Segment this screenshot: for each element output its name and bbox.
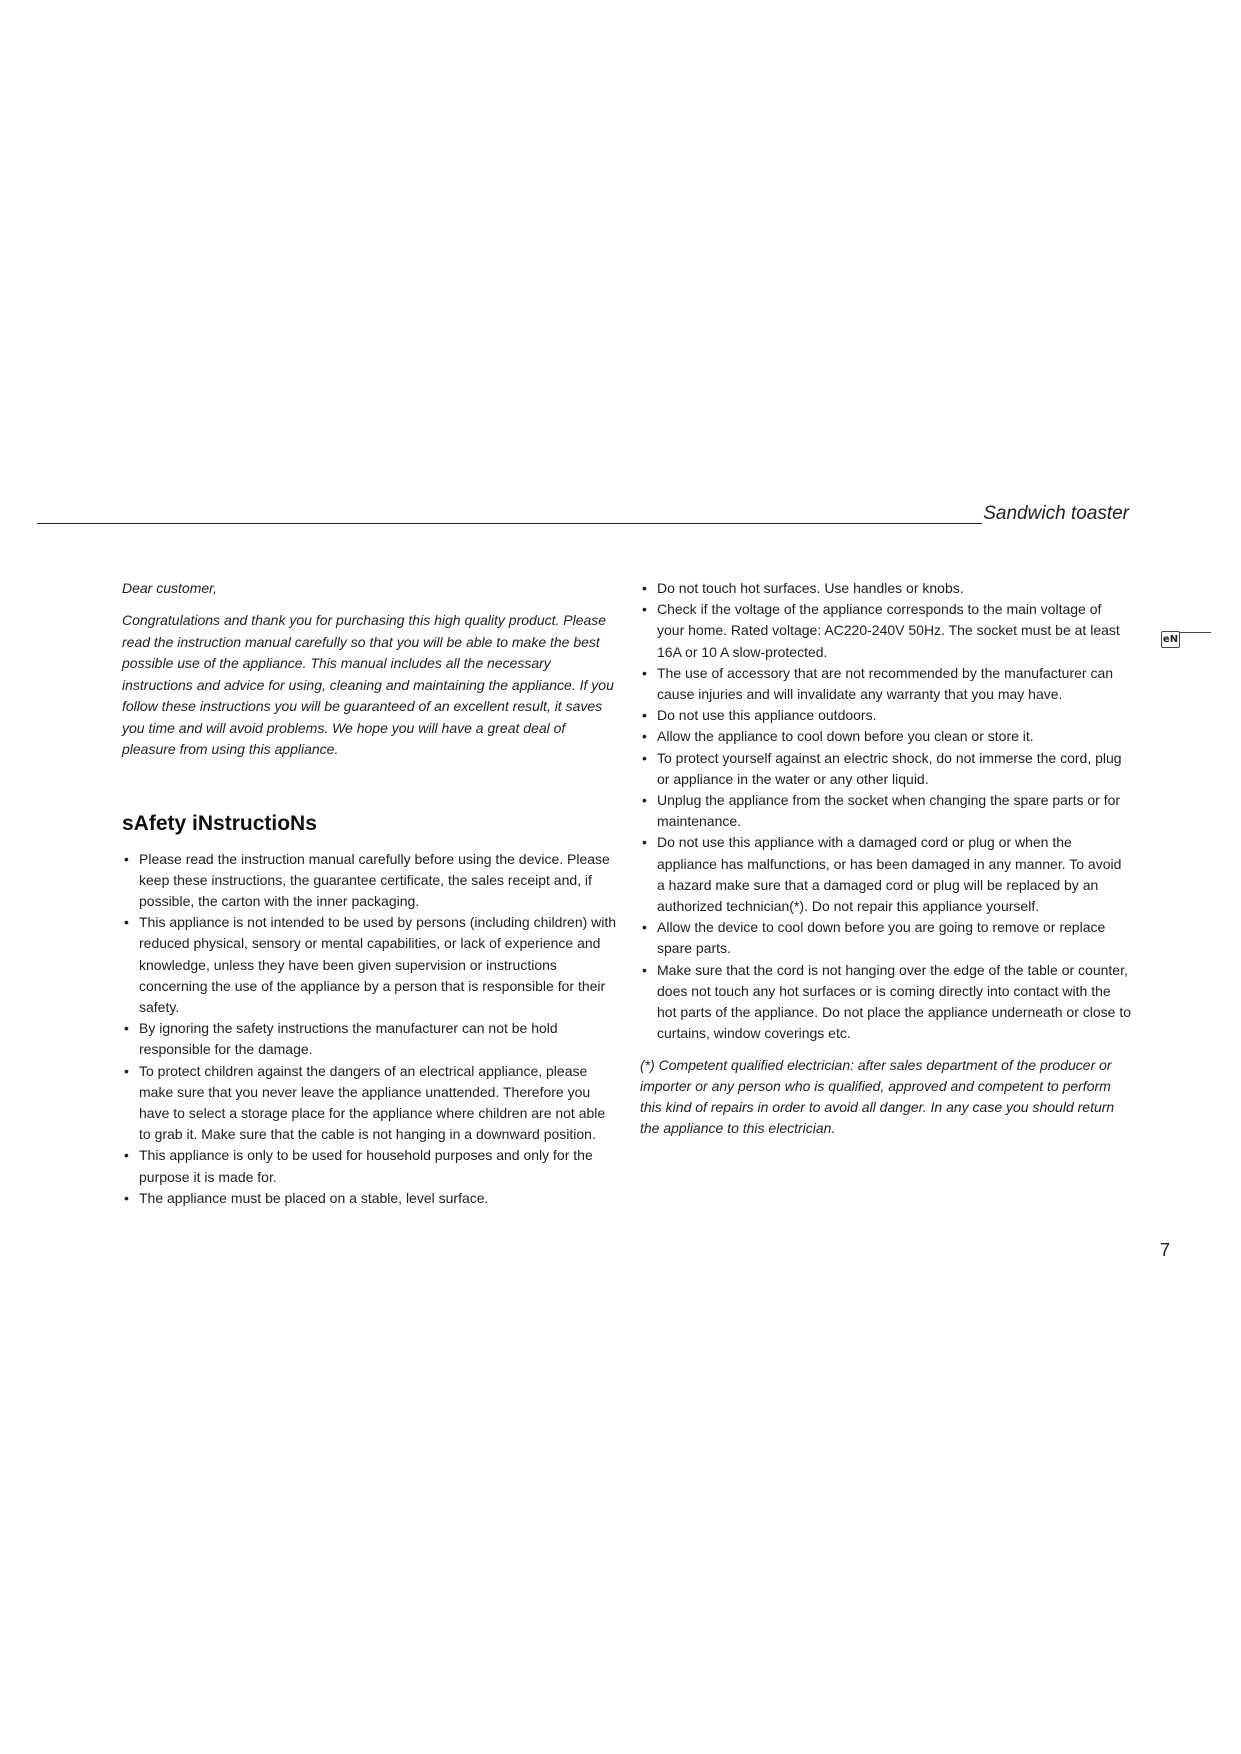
list-item-text: Do not use this appliance outdoors. (657, 707, 877, 724)
bullet-icon: • (642, 580, 647, 596)
list-item-text: Please read the instruction manual carefully before using the device. Please keep these instructions, the guarantee certificate, the sales receipt and, if possible, the carton with the inner packaging. (139, 850, 610, 909)
list-item (122, 1145, 617, 1187)
list-item (640, 960, 1132, 1045)
language-badge: eN (1161, 631, 1180, 648)
list-item (640, 705, 1132, 726)
footnote: (*) Competent qualified electrician: after sales department of the producer or importer or any person who is qualified, approved and competent to perform this kind of repairs in order to avoid all danger. In any case you should return the appliance to this electrician. (640, 1057, 1115, 1137)
list-item (640, 748, 1132, 790)
list-item (122, 849, 617, 913)
bullet-icon: • (642, 834, 647, 851)
list-item-text: To protect yourself against an electric shock, do not immerse the cord, plug or appliance in the water or any other liquid. (657, 749, 1122, 787)
safety-list-right (640, 578, 1132, 1044)
intro-paragraph: Congratulations and thank you for purchasing this high quality product. Please read the instruction manual carefully so that you will be able to make the best possible use of the appliance. This manual includes all the necessary instructions and advice for using, cleaning and maintaining the appliance. If you follow these instructions you will be guaranteed of an excellent result, it saves you time and will avoid problems. We hope you will have a great deal of pleasure from using this appliance. (122, 612, 614, 757)
list-item-text: Check if the voltage of the appliance corresponds to the main voltage of your home. Rated voltage: AC220-240V 50Hz. The socket must be at least 16A or 10 A slow-protected. (657, 601, 1120, 660)
bullet-icon: • (124, 1062, 129, 1079)
list-item (640, 599, 1132, 663)
bullet-icon: • (642, 728, 647, 745)
bullet-icon: • (642, 919, 647, 936)
list-item-text: This appliance is only to be used for household purposes and only for the purpose it is made for. (139, 1147, 593, 1185)
list-item-text: The use of accessory that are not recommended by the manufacturer can cause injuries and will invalidate any warranty that you may have. (657, 664, 1114, 703)
bullet-icon: • (642, 601, 647, 618)
bullet-icon: • (124, 850, 129, 867)
bullet-icon: • (642, 961, 647, 978)
page-header-title: Sandwich toaster (983, 503, 1129, 524)
language-tab-line (1179, 632, 1211, 633)
bullet-icon: • (642, 792, 647, 809)
list-item-text: Do not touch hot surfaces. Use handles or knobs. (657, 580, 964, 596)
list-item-text: Allow the device to cool down before you are going to remove or replace spare parts. (657, 919, 1106, 957)
bullet-icon: • (642, 664, 647, 681)
header-rule (37, 523, 982, 524)
list-item-text: Do not use this appliance with a damaged cord or plug or when the appliance has malfunctions, or has been damaged in any manner. To avoid a hazard make sure that a damaged cord or plug will be replaced by an authorized technician(*). Do not repair this appliance yourself. (657, 834, 1122, 915)
bullet-icon: • (124, 1189, 129, 1206)
list-item (122, 1018, 617, 1060)
section-title: sAfety iNstructioNs (122, 811, 317, 835)
list-item-text: Make sure that the cord is not hanging over the edge of the table or counter, does not touch any hot surfaces or is coming directly into contact with the hot parts of the appliance. Do not place the appliance underneath or close to curtains, window coverings etc. (657, 961, 1131, 1042)
list-item (640, 578, 1132, 599)
list-item-text: To protect children against the dangers of an electrical appliance, please make sure that you never leave the appliance unattended. Therefore you have to select a storage place for the appliance where children are not able to grab it. Make sure that the cable is not hanging in a downward position. (139, 1062, 606, 1143)
intro-section (122, 578, 617, 761)
list-item (122, 1188, 617, 1209)
safety-list-left (122, 849, 617, 1209)
list-item-text: Allow the appliance to cool down before you clean or store it. (657, 728, 1034, 745)
page-number: 7 (1160, 1240, 1171, 1260)
list-item (640, 832, 1132, 917)
language-tab (1161, 631, 1211, 651)
greeting: Dear customer, (122, 580, 217, 596)
list-item-text: The appliance must be placed on a stable, level surface. (139, 1189, 489, 1206)
list-item-text: Unplug the appliance from the socket when changing the spare parts or for maintenance. (657, 792, 1121, 830)
list-item (122, 1061, 617, 1146)
bullet-icon: • (124, 1020, 129, 1037)
bullet-icon: • (124, 1147, 129, 1164)
right-column (640, 578, 1132, 1139)
list-item (640, 726, 1132, 747)
list-item (640, 917, 1132, 959)
list-item (122, 912, 617, 1018)
bullet-icon: • (642, 749, 647, 766)
list-item-text: This appliance is not intended to be used by persons (including children) with reduced physical, sensory or mental capabilities, or lack of experience and knowledge, unless they have been given supervision or instructions concerning the use of the appliance by a person that is responsible for their safety. (139, 914, 617, 1015)
bullet-icon: • (642, 707, 647, 724)
list-item (640, 663, 1132, 705)
bullet-icon: • (124, 914, 129, 931)
list-item (640, 790, 1132, 832)
list-item-text: By ignoring the safety instructions the manufacturer can not be hold responsible for the damage. (139, 1020, 558, 1058)
left-column (122, 578, 617, 1209)
